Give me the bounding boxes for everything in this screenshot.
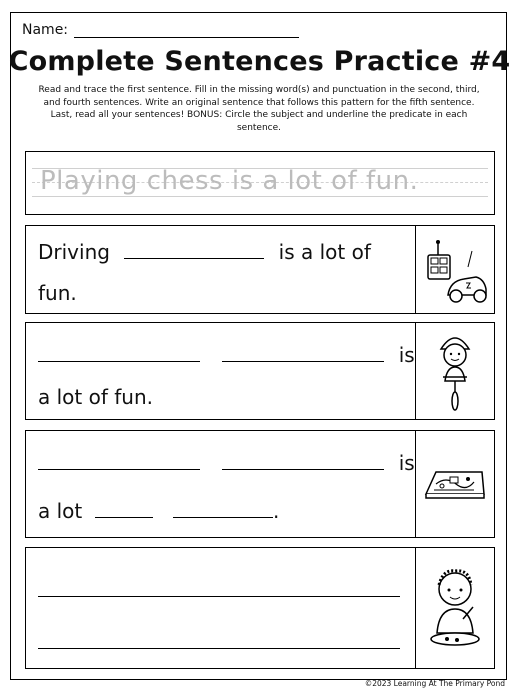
missing-word-blank[interactable] (222, 451, 384, 470)
missing-word-blank[interactable] (95, 499, 153, 518)
sentence-start-word: Driving (38, 240, 110, 264)
worksheet-title: Complete Sentences Practice #4 (8, 46, 511, 77)
missing-word-blank[interactable] (38, 343, 200, 362)
sentence-row-3 (25, 322, 495, 420)
missing-word-blank[interactable] (124, 240, 264, 259)
trace-sentence-box (25, 151, 495, 215)
sentence-line-1 (38, 240, 371, 264)
missing-word-blank[interactable] (173, 499, 273, 518)
sentence-row-4 (25, 430, 495, 538)
tracing-line-base (32, 196, 488, 197)
sentence-punctuation: . (272, 499, 280, 523)
instructions: Read and trace the first sentence. Fill in the missing word(s) and punctuation in the second, third, and fourth sentences. Write an original sentence that follows this pattern for the fifth sentence. Last, read all your sentences! BONUS: Circle the subject and underline the predicate in each sentence. (38, 85, 480, 133)
copyright-footer: ©2023 Learning At The Primary Pond (364, 679, 505, 688)
sentence-row-5 (25, 547, 495, 669)
sentence-text-area (26, 548, 416, 668)
sentence-row-2 (25, 225, 495, 314)
sentence-end-words: is a lot of (278, 240, 371, 264)
trace-sentence: Playing chess is a lot of fun. (40, 166, 419, 196)
sentence-line-1 (38, 451, 415, 475)
original-sentence-line-2[interactable] (38, 630, 400, 649)
remote-control-car-icon (416, 226, 494, 313)
name-row (22, 22, 299, 38)
name-field[interactable] (74, 25, 299, 38)
girl-on-bike-icon (416, 323, 494, 419)
sentence-start-words: a lot (38, 499, 83, 523)
sentence-end-words: is (398, 343, 415, 367)
sentence-line-2 (38, 499, 279, 523)
board-game-icon (416, 431, 494, 537)
missing-word-blank[interactable] (38, 451, 200, 470)
missing-word-blank[interactable] (222, 343, 384, 362)
sentence-line-2: a lot of fun. (38, 385, 153, 409)
boy-painting-icon (416, 548, 494, 668)
sentence-text-area (26, 323, 416, 419)
original-sentence-line-1[interactable] (38, 578, 400, 597)
sentence-text-area (26, 226, 416, 313)
sentence-text-area (26, 431, 416, 537)
sentence-line-1 (38, 343, 415, 367)
sentence-end-words: is (398, 451, 415, 475)
name-label: Name: (22, 22, 69, 38)
sentence-line-2: fun. (38, 281, 77, 305)
